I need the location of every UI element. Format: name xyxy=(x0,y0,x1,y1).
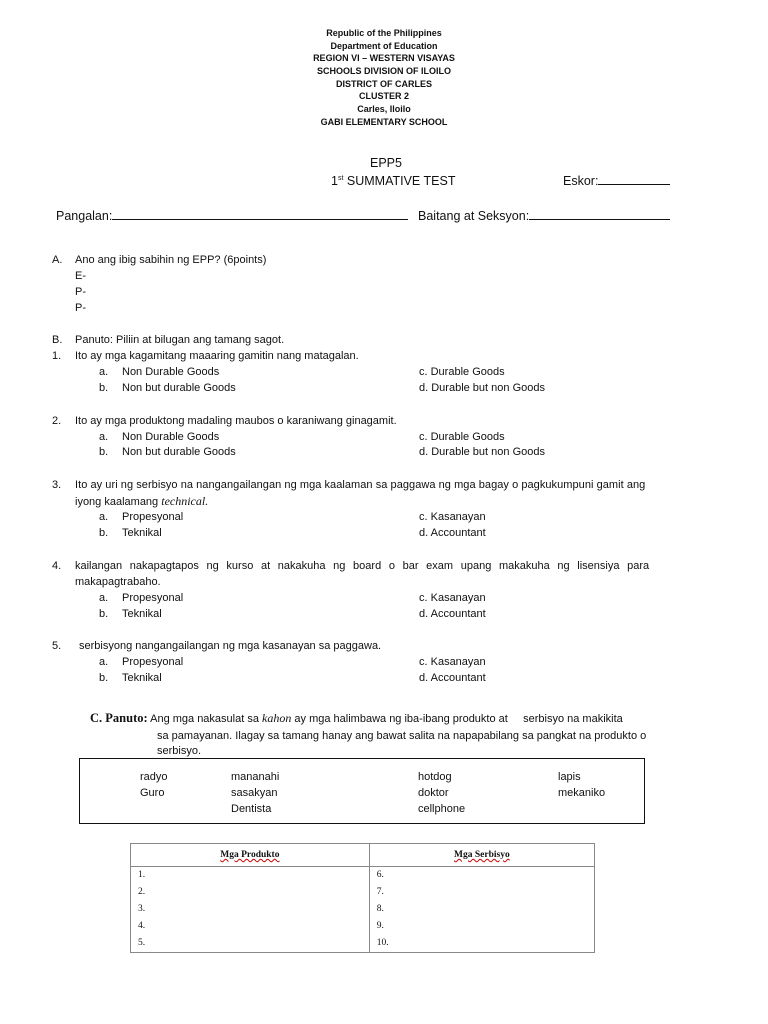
q5-opt-a-letter: a. xyxy=(99,656,109,668)
q1-text: Ito ay mga kagamitang maaaring gamitin nang matagalan. xyxy=(75,350,359,362)
column-header-serbisyo: Mga Serbisyo xyxy=(369,844,594,867)
word-sasakyan[interactable]: sasakyan xyxy=(231,787,278,799)
q5-number: 5. xyxy=(52,640,62,652)
part-c-instruction-line1: C. Panuto: Ang mga nakasulat sa kahon ay mga halimbawa ng iba-ibang produkto at serbisyo na makikita xyxy=(90,711,623,725)
q3-text-2: iyong kaalamang technical. xyxy=(75,494,209,508)
q4-text-2: makapagtrabaho. xyxy=(75,576,161,588)
answer-line-2[interactable]: 2. xyxy=(138,887,146,897)
q4-option-d[interactable]: d. Accountant xyxy=(419,608,486,620)
q5-text: serbisyong nangangailangan ng mga kasanayan sa paggawa. xyxy=(79,640,382,652)
q5-option-d[interactable]: d. Accountant xyxy=(419,672,486,684)
word-radyo[interactable]: radyo xyxy=(140,771,168,783)
subject-title: EPP5 xyxy=(370,156,402,170)
word-lapis[interactable]: lapis xyxy=(558,771,581,783)
q3-number: 3. xyxy=(52,479,62,491)
q1-option-d[interactable]: d. Durable but non Goods xyxy=(419,382,545,394)
header-location: Carles, Iloilo xyxy=(357,104,411,114)
word-hotdog[interactable]: hotdog xyxy=(418,771,452,783)
answer-line-3[interactable]: 3. xyxy=(138,904,146,914)
q5-option-c[interactable]: c. Kasanayan xyxy=(419,656,486,668)
q2-option-a[interactable]: Non Durable Goods xyxy=(122,431,220,443)
q1-number: 1. xyxy=(52,350,62,362)
q3-text: Ito ay uri ng serbisyo na nangangailangan ng mga kaalaman sa paggawa ng mga bagay o pagkukumpuni gamit ang xyxy=(75,479,646,491)
answer-line-1[interactable]: 1. xyxy=(138,870,146,880)
q1-opt-a-letter: a. xyxy=(99,366,109,378)
q3-opt-a-letter: a. xyxy=(99,511,109,523)
q5-option-a[interactable]: Propesyonal xyxy=(122,656,184,668)
word-mekaniko[interactable]: mekaniko xyxy=(558,787,606,799)
header-school: GABI ELEMENTARY SCHOOL xyxy=(320,117,448,127)
q4-text: kailangan nakapagtapos ng kurso at nakakuha ng board o bar exam upang makakuha ng lisensiya para xyxy=(75,560,650,572)
word-cellphone[interactable]: cellphone xyxy=(418,803,466,815)
header-region: REGION VI – WESTERN VISAYAS xyxy=(313,53,455,63)
q3-option-a[interactable]: Propesyonal xyxy=(122,511,184,523)
q2-option-d[interactable]: d. Durable but non Goods xyxy=(419,446,545,458)
serbisyo-column[interactable] xyxy=(369,867,594,953)
q3-option-d[interactable]: d. Accountant xyxy=(419,527,486,539)
header-department: Department of Education xyxy=(330,41,438,51)
answer-line-10[interactable]: 10. xyxy=(376,938,389,948)
part-a-letter: A. xyxy=(52,254,63,266)
q3-opt-b-letter: b. xyxy=(99,527,109,539)
part-b-letter: B. xyxy=(52,334,63,346)
part-c-instruction-line3: serbisyo. xyxy=(157,745,202,757)
produkto-column[interactable] xyxy=(131,867,370,953)
q1-option-b[interactable]: Non but durable Goods xyxy=(122,382,236,394)
header-country: Republic of the Philippines xyxy=(326,28,442,38)
q1-option-a[interactable]: Non Durable Goods xyxy=(122,366,220,378)
answer-line-5[interactable]: 5. xyxy=(138,938,146,948)
header-division: SCHOOLS DIVISION OF ILOILO xyxy=(316,66,451,76)
part-a-line-p1[interactable]: P- xyxy=(75,286,86,298)
q3-option-c[interactable]: c. Kasanayan xyxy=(419,511,486,523)
q2-number: 2. xyxy=(52,415,62,427)
q2-opt-a-letter: a. xyxy=(99,431,109,443)
q5-option-b[interactable]: Teknikal xyxy=(122,672,162,684)
word-dentista[interactable]: Dentista xyxy=(231,803,272,815)
q4-option-b[interactable]: Teknikal xyxy=(122,608,162,620)
header-cluster: CLUSTER 2 xyxy=(358,91,409,101)
q5-opt-b-letter: b. xyxy=(99,672,109,684)
q2-option-c[interactable]: c. Durable Goods xyxy=(419,431,505,443)
score-field[interactable]: Eskor: xyxy=(563,174,670,188)
section-field[interactable]: Baitang at Seksyon: xyxy=(418,209,670,223)
answer-line-8[interactable]: 8. xyxy=(376,904,384,914)
answer-line-6[interactable]: 6. xyxy=(376,870,384,880)
name-field[interactable]: Pangalan: xyxy=(56,209,408,223)
q1-opt-b-letter: b. xyxy=(99,382,109,394)
part-b-instruction: Panuto: Piliin at bilugan ang tamang sagot. xyxy=(75,334,285,346)
answer-line-4[interactable]: 4. xyxy=(138,921,146,931)
test-title: 1st SUMMATIVE TEST xyxy=(331,174,456,188)
word-guro[interactable]: Guro xyxy=(140,787,165,799)
part-a-line-p2[interactable]: P- xyxy=(75,302,86,314)
answer-table xyxy=(130,843,595,953)
part-c-instruction-line2: sa pamayanan. Ilagay sa tamang hanay ang bawat salita na napapabilang sa pangkat na produkto o xyxy=(157,730,647,742)
q2-opt-b-letter: b. xyxy=(99,446,109,458)
q1-option-c[interactable]: c. Durable Goods xyxy=(419,366,505,378)
q2-text: Ito ay mga produktong madaling maubos o karaniwang ginagamit. xyxy=(75,415,397,427)
q3-option-b[interactable]: Teknikal xyxy=(122,527,162,539)
part-a-question: Ano ang ibig sabihin ng EPP? (6points) xyxy=(75,254,267,266)
header-district: DISTRICT OF CARLES xyxy=(336,79,432,89)
q4-number: 4. xyxy=(52,560,62,572)
part-a-line-e[interactable]: E- xyxy=(75,270,86,282)
q4-option-c[interactable]: c. Kasanayan xyxy=(419,592,486,604)
answer-line-7[interactable]: 7. xyxy=(376,887,384,897)
q4-opt-b-letter: b. xyxy=(99,608,109,620)
word-mananahi[interactable]: mananahi xyxy=(231,771,280,783)
q4-opt-a-letter: a. xyxy=(99,592,109,604)
answer-line-9[interactable]: 9. xyxy=(376,921,384,931)
q2-option-b[interactable]: Non but durable Goods xyxy=(122,446,236,458)
word-doktor[interactable]: doktor xyxy=(418,787,449,799)
column-header-produkto: Mga Produkto xyxy=(131,844,370,867)
q4-option-a[interactable]: Propesyonal xyxy=(122,592,184,604)
